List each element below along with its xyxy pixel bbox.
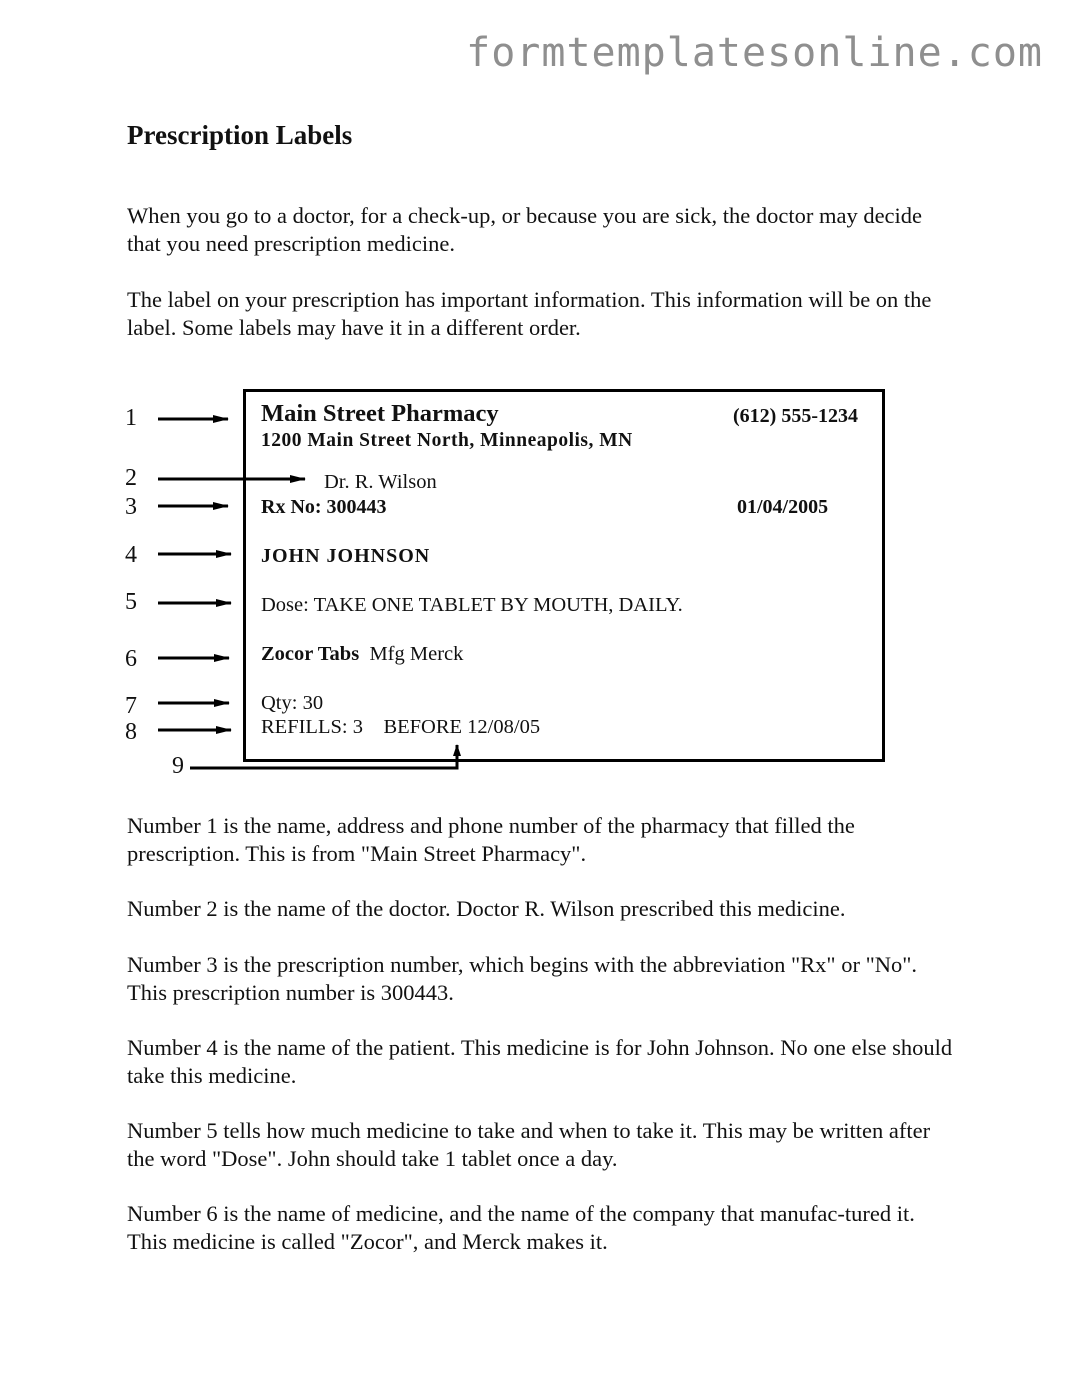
refills-line bbox=[261, 716, 540, 739]
explanation-1: Number 1 is the name, address and phone number of the pharmacy that filled the prescription. This is from "Main Street Pharmacy". bbox=[127, 813, 855, 866]
quantity: Qty: 30 bbox=[261, 692, 324, 714]
explanation-4: Number 4 is the name of the patient. This medicine is for John Johnson. No one else should take this medicine. bbox=[127, 1035, 953, 1088]
rx-number: Rx No: 300443 bbox=[261, 496, 387, 518]
intro-paragraph-1: When you go to a doctor, for a check-up, or because you are sick, the doctor may decide that you need prescription medicine. bbox=[127, 203, 923, 256]
fill-date: 01/04/2005 bbox=[737, 496, 829, 518]
callout-number-5: 5 bbox=[125, 589, 137, 615]
page-title: Prescription Labels bbox=[127, 120, 353, 150]
dose-instructions: Dose: TAKE ONE TABLET BY MOUTH, DAILY. bbox=[261, 594, 683, 616]
pharmacy-address: 1200 Main Street North, Minneapolis, MN bbox=[261, 430, 633, 451]
explanation-5: Number 5 tells how much medicine to take and when to take it. This may be written after the word "Dose". John should take 1 tablet once a day. bbox=[127, 1118, 931, 1171]
pharmacy-phone: (612) 555-1234 bbox=[733, 405, 858, 427]
callout-number-4: 4 bbox=[125, 542, 137, 568]
callout-number-9: 9 bbox=[172, 753, 184, 779]
explanation-3: Number 3 is the prescription number, which begins with the abbreviation "Rx" or "No". This prescription number is 300443. bbox=[127, 952, 918, 1005]
callout-number-8: 8 bbox=[125, 719, 137, 745]
patient-name: JOHN JOHNSON bbox=[261, 545, 431, 567]
explanation-2: Number 2 is the name of the doctor. Doctor R. Wilson prescribed this medicine. bbox=[127, 896, 846, 921]
explanation-6: Number 6 is the name of medicine, and the name of the company that manufac-tured it. This medicine is called "Zocor", and Merck makes it. bbox=[127, 1201, 915, 1254]
refill-before-date: BEFORE 12/08/05 bbox=[383, 716, 541, 738]
watermark: formtemplatesonline.com bbox=[466, 30, 1043, 76]
pharmacy-name: Main Street Pharmacy bbox=[261, 400, 499, 427]
prescription-label bbox=[243, 389, 885, 762]
intro-paragraph-2: The label on your prescription has important information. This information will be on the label. Some labels may have it in a different order. bbox=[127, 287, 932, 340]
callout-number-1: 1 bbox=[125, 405, 137, 431]
drug-name: Zocor Tabs bbox=[261, 643, 360, 665]
callout-number-7: 7 bbox=[125, 693, 137, 719]
manufacturer: Mfg Merck bbox=[369, 643, 464, 665]
callout-number-2: 2 bbox=[125, 465, 137, 491]
doctor-name: Dr. R. Wilson bbox=[324, 471, 437, 493]
callout-number-3: 3 bbox=[125, 494, 137, 520]
refills: REFILLS: 3 bbox=[261, 716, 363, 738]
drug-line bbox=[261, 643, 463, 666]
callout-number-6: 6 bbox=[125, 646, 137, 672]
